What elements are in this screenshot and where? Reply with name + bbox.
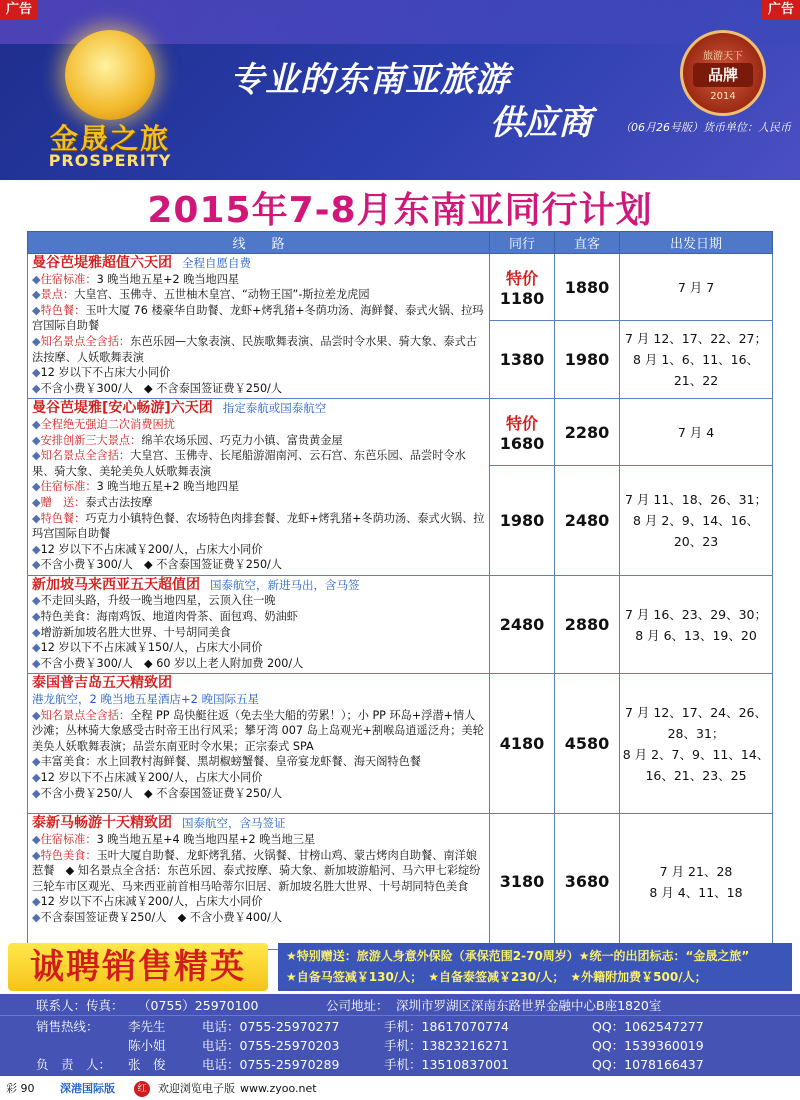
bullet-diamond-icon: ◆: [32, 833, 41, 847]
line-text: 12 岁以下不占床减￥150/人，占床大小同价: [40, 641, 263, 655]
date-line: 8 月 4、11、18: [649, 884, 743, 900]
route-line: [32, 786, 485, 802]
departure-dates: [620, 399, 773, 465]
route-line: [32, 848, 485, 895]
peer-price: 3180: [490, 814, 555, 950]
line-text: 不走回头路，升级一晚当地四星，云顶入住一晚: [40, 594, 276, 608]
table-row: [28, 254, 773, 321]
route-line: [32, 287, 485, 303]
route-line: [32, 479, 485, 495]
table-row: [28, 575, 773, 674]
route-line: [32, 832, 485, 848]
line-text: 大皇宫、玉佛寺、长尾船游湄南河、云石宫、东芭乐园、品尝时令水果、骑大象、美轮美奂人妖歌舞表演: [32, 449, 466, 478]
route-title-text: 曼谷芭堤雅超值六天团: [32, 255, 172, 271]
line-text: 12 岁以下不占床减￥200/人，占床大小同价: [40, 895, 263, 909]
table-row: [28, 814, 773, 950]
line-label: 安排创新三大景点：: [40, 433, 142, 447]
person-mobile: 手机：13823216271: [384, 1038, 509, 1053]
route-line: [32, 511, 485, 542]
line-text: 玉叶大厦自助餐、龙虾烤乳猪、火锅餐、甘榜山鸡、蒙古烤肉自助餐、南洋娘惹餐 ◆ 知名景点全含括：东芭乐园、泰式按摩、骑大象、新加坡游船河、马六甲七彩绽纷三轮车市区观光、马来西亚前首相马哈蒂尔旧居、新加坡名胜大世界、十号胡同特色美食: [32, 848, 481, 893]
direct-price: 1980: [555, 321, 620, 399]
bonus-line-1: ★特别赠送：旅游人身意外保险（承保范围2-70周岁）★统一的出团标志：“金晟之旅”: [286, 949, 750, 963]
date-line: 7 月 12、17、24、26、: [624, 704, 768, 720]
route-line: [32, 609, 485, 625]
departure-dates: [620, 254, 773, 321]
date-line: 7 月 16、23、29、30；: [624, 606, 768, 622]
col-route: 线 路: [28, 232, 490, 254]
person-name: 李先生: [128, 1019, 166, 1034]
bullet-diamond-icon: ◆: [32, 480, 41, 494]
person-tel: 电话：0755-25970203: [202, 1038, 340, 1053]
date-line: 7 月 7: [677, 279, 715, 295]
special-tag: 特价: [505, 269, 538, 289]
person-qq: QQ：1078166437: [592, 1057, 704, 1072]
bullet-diamond-icon: ◆: [32, 334, 41, 348]
person-name: 陈小姐: [128, 1038, 166, 1053]
fax-number: （0755）25970100: [138, 998, 259, 1013]
line-text: 玉叶大厦 76 楼豪华自助餐、龙虾+烤乳猪+冬荫功汤、海鲜餐、泰式火锅、拉玛宫国际自助餐: [32, 303, 484, 333]
route-line: [32, 640, 485, 656]
person-mobile: 手机：13510837001: [384, 1057, 509, 1072]
date-line: 28、31；: [667, 725, 725, 741]
route-line: [32, 433, 485, 449]
bullet-diamond-icon: ◆: [32, 625, 41, 639]
brand-name-en: PROSPERITY: [48, 151, 172, 170]
route-subtitle: 国泰航空，含马签证: [182, 816, 286, 831]
contact-panel: [0, 994, 800, 1076]
website-link[interactable]: www.zyoo.net: [240, 1082, 317, 1095]
line-label: 知名景点全含括：: [40, 708, 131, 722]
sun-icon: [65, 30, 155, 120]
bullet-diamond-icon: ◆: [32, 449, 41, 463]
line-label: 知名景点全含括：: [40, 449, 131, 463]
person-tel: 电话：0755-25970289: [202, 1057, 340, 1072]
bullet-diamond-icon: ◆: [32, 708, 41, 722]
badge-main: 品牌: [693, 63, 753, 87]
route-cell: [28, 399, 490, 576]
route-title: [32, 401, 485, 417]
page-number: 彩 90: [6, 1082, 35, 1095]
route-cell: [28, 575, 490, 674]
bullet-diamond-icon: ◆: [32, 911, 41, 924]
line-label: 特色餐：: [40, 511, 86, 525]
route-title-text: 泰新马畅游十天精致团: [32, 815, 172, 832]
route-line: [32, 625, 485, 641]
line-label: 全程绝无强迫二次消费困扰: [40, 417, 175, 431]
direct-price: 4580: [555, 674, 620, 814]
route-lines: [32, 708, 485, 802]
bullet-diamond-icon: ◆: [32, 272, 41, 286]
bullet-diamond-icon: ◆: [32, 895, 41, 909]
bullet-diamond-icon: ◆: [32, 511, 41, 525]
bullet-diamond-icon: ◆: [32, 641, 41, 655]
brand-logo: [35, 25, 185, 175]
route-line: [32, 557, 485, 573]
edition-name: 深港国际版: [60, 1082, 115, 1095]
date-line: 8 月 6、13、19、20: [635, 627, 757, 643]
slogan-line2: 供应商: [490, 103, 592, 143]
line-text: 12 岁以下不占床减￥200/人，占床大小同价: [40, 771, 263, 784]
bullet-diamond-icon: ◆: [32, 656, 41, 670]
bullet-diamond-icon: ◆: [32, 771, 41, 784]
sales-label: 销售热线：: [36, 1019, 99, 1034]
departure-dates: [620, 575, 773, 674]
line-text: 全程 PP 岛快艇往返（免去坐大船的劳累！）；小 PP 环岛+浮潜+情人沙滩；丛林骑大象感受古时帝王出行风采；攀牙湾 007 岛上岛观光+割喉岛逍遥泛舟；美轮美奂人妖歌舞表演；品尝东南亚时令水果；正宗泰式 SPA: [32, 708, 484, 753]
line-text: 3 晚当地五星+2 晚当地四星: [96, 480, 240, 494]
bullet-diamond-icon: ◆: [32, 381, 41, 395]
line-text: 不含小费￥250/人 ◆ 不含泰国签证费￥250/人: [40, 786, 283, 800]
departure-dates: [620, 321, 773, 399]
peer-price: [490, 254, 555, 321]
contact-label: 联系人：传真：: [36, 998, 124, 1013]
route-title-text: 泰国普吉岛五天精致团: [32, 675, 172, 692]
page-title: 2015年7-8月东南亚同行计划: [147, 190, 653, 231]
bullet-diamond-icon: ◆: [32, 288, 41, 302]
bonus-line-2: ★自备马签减￥130/人； ★自备泰签减￥230/人； ★外籍附加费￥500/人；: [286, 970, 707, 984]
route-title: [32, 578, 485, 594]
route-title-text: 曼谷芭堤雅[安心畅游]六天团: [32, 400, 213, 417]
departure-dates: [620, 814, 773, 950]
direct-price: 2480: [555, 465, 620, 575]
col-peer-price: 同行: [490, 232, 555, 254]
address-label: 公司地址：: [326, 998, 389, 1013]
line-text: 东芭乐园—大象表演、民族歌舞表演、品尝时令水果、骑大象、泰式古法按摩、人妖歌舞表演: [32, 334, 477, 364]
bullet-diamond-icon: ◆: [32, 594, 41, 608]
table-row: [28, 674, 773, 814]
line-text: 12 岁以下不占床大小同价: [40, 366, 171, 380]
route-cell: [28, 814, 490, 950]
bullet-diamond-icon: ◆: [32, 610, 41, 624]
direct-price: 2880: [555, 575, 620, 674]
recruit-banner: [8, 943, 268, 991]
route-line: [32, 365, 485, 381]
line-label: 景点：: [40, 288, 75, 302]
date-line: 7 月 11、18、26、31；: [624, 491, 768, 507]
line-text: 12 岁以下不占床减￥200/人，占床大小同价: [40, 542, 263, 556]
contact-row: [0, 1036, 800, 1056]
route-title-text: 新加坡马来西亚五天超值团: [32, 576, 200, 593]
line-text: 特色美食：海南鸡饭、地道肉骨茶、面包鸡、奶油虾: [40, 610, 298, 624]
peer-price: 4180: [490, 674, 555, 814]
route-lines: [32, 593, 485, 671]
bullet-diamond-icon: ◆: [32, 542, 41, 556]
col-direct-price: 直客: [555, 232, 620, 254]
route-line: [32, 272, 485, 288]
bullet-diamond-icon: ◆: [32, 433, 41, 447]
line-label: 住宿标准：: [40, 833, 97, 847]
route-lines: [32, 417, 485, 573]
route-line: [32, 770, 485, 786]
date-line: 7 月 21、28: [659, 863, 733, 879]
person-name: 张 俊: [128, 1057, 166, 1072]
ad-label-left: 广告: [0, 0, 38, 20]
table-row: [28, 399, 773, 465]
bullet-diamond-icon: ◆: [32, 495, 41, 509]
direct-price: 1880: [555, 254, 620, 321]
header-banner: [0, 0, 800, 180]
contact-row: [0, 1017, 800, 1037]
route-line: [32, 417, 485, 433]
route-line: [32, 656, 485, 672]
route-subtitle: 指定泰航或国泰航空: [222, 401, 327, 416]
line-text: 大皇宫、玉佛寺、五世柚木皇宫、“动物王国”-斯拉差龙虎园: [74, 288, 370, 302]
bullet-diamond-icon: ◆: [32, 366, 41, 380]
line-text: 3 晚当地五星+4 晚当地四星+2 晚当地三星: [96, 833, 316, 847]
date-line: 7 月 4: [677, 424, 715, 440]
line-text: 不含小费￥300/人 ◆ 不含泰国签证费￥250/人: [40, 558, 283, 572]
edition-note: （06月26号版）货币单位：人民币: [620, 121, 791, 134]
col-departure-dates: 出发日期: [620, 232, 773, 254]
special-tag: 特价: [505, 414, 538, 433]
date-line: 8 月 2、9、14、16、: [632, 512, 760, 528]
contact-row-fax: [0, 996, 800, 1016]
peer-price: 2480: [490, 575, 555, 674]
route-line: [32, 495, 485, 511]
route-subtitle: 港龙航空，2 晚当地五星酒店+2 晚国际五星: [32, 692, 260, 707]
date-line: 16、21、23、25: [645, 767, 747, 783]
person-qq: QQ：1062547277: [592, 1019, 704, 1034]
date-line: 8 月 1、6、11、16、: [632, 352, 760, 368]
line-label: 特色美食：: [40, 848, 97, 862]
company-address: 深圳市罗湖区深南东路世界金融中心B座1820室: [396, 998, 662, 1013]
route-line: [32, 754, 485, 770]
line-label: 住宿标准：: [40, 272, 97, 286]
line-text: 绵羊农场乐园、巧克力小镇、富贵黄金屋: [141, 433, 343, 447]
route-title: [32, 816, 485, 832]
line-text: 丰富美食：水上回教村海鲜餐、黑胡椒螃蟹餐、皇帝宴龙虾餐、海天阁特色餐: [40, 755, 421, 769]
page-footer: [0, 1078, 800, 1100]
line-text: 不含泰国签证费￥250/人 ◆ 不含小费￥400/人: [40, 911, 283, 924]
itinerary-table: [27, 231, 772, 950]
line-text: 巧克力小镇特色餐、农场特色肉排套餐、龙虾+烤乳猪+冬荫功汤、泰式火锅、拉玛宫国际自助餐: [32, 511, 485, 541]
line-text: 泰式古法按摩: [85, 495, 153, 509]
route-line: [32, 381, 485, 397]
route-title: [32, 676, 485, 692]
badge-year: 2014: [710, 91, 736, 102]
line-label: 知名景点全含括：: [40, 334, 131, 348]
direct-price: 2280: [555, 399, 620, 465]
peer-price-value: 1680: [499, 434, 545, 453]
route-line: [32, 334, 485, 365]
peer-price-value: 1180: [499, 289, 545, 309]
bullet-diamond-icon: ◆: [32, 848, 41, 862]
line-label: 赠 送：: [40, 495, 86, 509]
slogan-line1: 专业的东南亚旅游: [230, 60, 510, 100]
date-line: 8 月 2、7、9、11、14、: [622, 746, 770, 762]
person-mobile: 手机：18617070774: [384, 1019, 509, 1034]
recruit-text: 诚聘销售精英: [30, 947, 246, 987]
peer-price: 1380: [490, 321, 555, 399]
line-text: 增游新加坡名胜大世界、十号胡同美食: [40, 625, 231, 639]
peer-price: [490, 399, 555, 465]
welcome-text: 欢迎浏览电子版: [158, 1082, 235, 1095]
magazine-logo-icon: 红: [134, 1081, 150, 1097]
route-line: [32, 542, 485, 558]
ad-label-right: 广告: [762, 0, 800, 20]
route-line: [32, 894, 485, 910]
route-lines: [32, 272, 485, 397]
bullet-diamond-icon: ◆: [32, 755, 41, 769]
date-line: 21、22: [673, 373, 719, 389]
date-line: 7 月 12、17、22、27；: [624, 331, 768, 347]
brand-award-badge: [680, 30, 766, 116]
route-line: [32, 303, 485, 334]
line-label: 住宿标准：: [40, 480, 97, 494]
contact-row: [0, 1055, 800, 1075]
bonus-box: [278, 943, 792, 991]
person-tel: 电话：0755-25970277: [202, 1019, 340, 1034]
bullet-diamond-icon: ◆: [32, 417, 41, 431]
route-title: [32, 256, 485, 272]
route-line: [32, 910, 485, 926]
direct-price: 3680: [555, 814, 620, 950]
brand-name-cn: 金晟之旅: [49, 122, 170, 155]
departure-dates: [620, 674, 773, 814]
line-label: 特色餐：: [40, 303, 86, 317]
route-subtitle: 国泰航空，新进马出，含马签: [210, 577, 360, 592]
date-line: 20、23: [673, 533, 719, 549]
route-cell: [28, 674, 490, 814]
bullet-diamond-icon: ◆: [32, 786, 41, 800]
line-text: 不含小费￥300/人 ◆ 不含泰国签证费￥250/人: [40, 381, 283, 395]
route-line: [32, 593, 485, 609]
departure-dates: [620, 465, 773, 575]
line-text: 3 晚当地五星+2 晚当地四星: [96, 272, 240, 286]
route-subtitle: 全程自愿自费: [182, 256, 251, 270]
route-line: [32, 708, 485, 755]
route-line: [32, 448, 485, 479]
badge-top: 旅游天下: [703, 51, 743, 62]
route-cell: [28, 254, 490, 399]
bullet-diamond-icon: ◆: [32, 303, 41, 317]
person-qq: QQ：1539360019: [592, 1038, 704, 1053]
bullet-diamond-icon: ◆: [32, 558, 41, 572]
peer-price: 1980: [490, 465, 555, 575]
route-lines: [32, 832, 485, 926]
owner-label: 负 责 人：: [36, 1057, 112, 1072]
table-header-row: [28, 232, 773, 254]
line-text: 不含小费￥300/人 ◆ 60 岁以上老人附加费 200/人: [40, 656, 304, 670]
